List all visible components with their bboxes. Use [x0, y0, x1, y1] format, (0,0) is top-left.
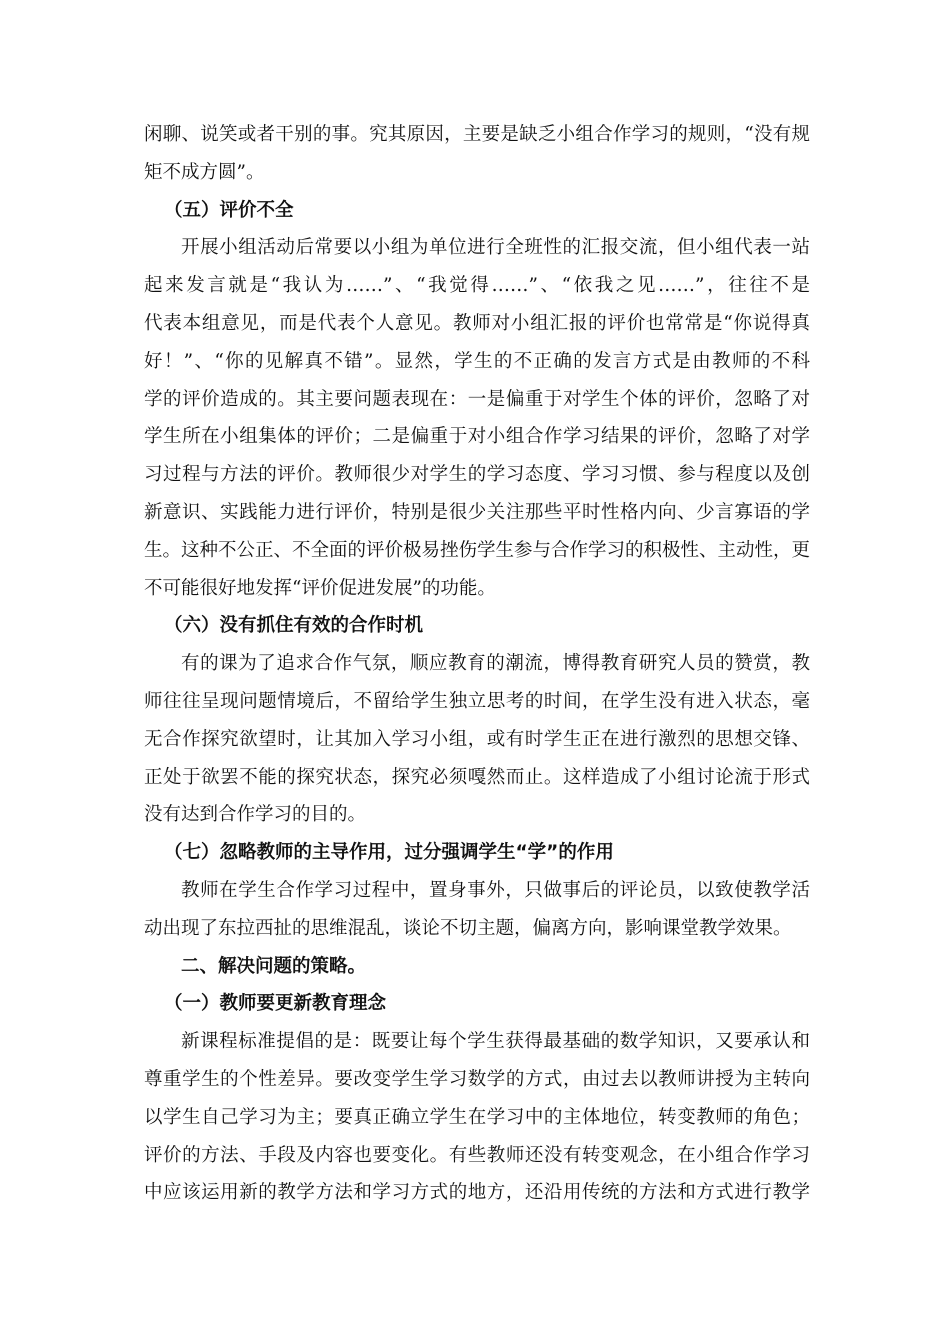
paragraph-line: 习过程与方法的评价。教师很少对学生的学习态度、学习习惯、参与程度以及创 — [144, 464, 810, 486]
section-heading-strategies: 二、解决问题的策略。 — [181, 955, 367, 977]
paragraph-line: 闲聊、说笑或者干别的事。究其原因，主要是缺乏小组合作学习的规则，“没有规 — [144, 124, 810, 145]
paragraph-line: 教师在学生合作学习过程中，置身事外，只做事后的评论员，以致使教学活 — [181, 879, 810, 901]
paragraph-line: 不可能很好地发挥“评价促进发展”的功能。 — [144, 577, 496, 599]
paragraph-line: 起来发言就是“我认为……”、“我觉得……”、“依我之见……”，往往不是 — [144, 275, 810, 297]
subsection-heading-1: （一）教师要更新教育理念 — [164, 993, 387, 1015]
paragraph-line: 正处于欲罢不能的探究状态，探究必须嘎然而止。这样造成了小组讨论流于形式 — [144, 766, 810, 788]
paragraph-line: 新课程标准提倡的是：既要让每个学生获得最基础的数学知识，又要承认和 — [181, 1031, 810, 1053]
paragraph-line: 师往往呈现问题情境后，不留给学生独立思考的时间，在学生没有进入状态，毫 — [144, 690, 810, 712]
section-heading-6: （六）没有抓住有效的合作时机 — [164, 615, 424, 637]
paragraph-line: 好！”、“你的见解真不错”。显然，学生的不正确的发言方式是由教师的不科 — [144, 350, 810, 372]
paragraph-line: 以学生自己学习为主；要真正确立学生在学习中的主体地位，转变教师的角色； — [144, 1106, 810, 1128]
section-heading-5: （五）评价不全 — [164, 199, 294, 221]
paragraph-line: 学的评价造成的。其主要问题表现在：一是偏重于对学生个体的评价，忽略了对 — [144, 388, 810, 410]
paragraph-line: 有的课为了追求合作气氛，顺应教育的潮流，博得教育研究人员的赞赏，教 — [181, 653, 810, 675]
paragraph-line: 动出现了东拉西扯的思维混乱，谈论不切主题，偏离方向，影响课堂教学效果。 — [144, 917, 792, 939]
paragraph-line: 评价的方法、手段及内容也要变化。有些教师还没有转变观念，在小组合作学习 — [144, 1144, 810, 1166]
paragraph-line: 代表本组意见，而是代表个人意见。教师对小组汇报的评价也常常是“你说得真 — [144, 312, 810, 334]
paragraph-line: 生。这种不公正、不全面的评价极易挫伤学生参与合作学习的积极性、主动性，更 — [144, 539, 811, 561]
paragraph-line: 学生所在小组集体的评价；二是偏重于对小组合作学习结果的评价，忽略了对学 — [144, 426, 810, 448]
paragraph-line: 没有达到合作学习的目的。 — [144, 804, 367, 826]
document-page — [144, 116, 810, 1212]
paragraph-line: 中应该运用新的教学方法和学习方式的地方，还沿用传统的方法和方式进行教学 — [144, 1182, 810, 1204]
paragraph-line: 新意识、实践能力进行评价，特别是很少关注那些平时性格内向、少言寡语的学 — [144, 501, 810, 523]
paragraph-line: 尊重学生的个性差异。要改变学生学习数学的方式，由过去以教师讲授为主转向 — [144, 1068, 810, 1090]
paragraph-line: 无合作探究欲望时，让其加入学习小组，或有时学生正在进行激烈的思想交锋、 — [144, 728, 810, 750]
paragraph-line: 开展小组活动后常要以小组为单位进行全班性的汇报交流，但小组代表一站 — [181, 237, 810, 259]
section-heading-7: （七）忽略教师的主导作用，过分强调学生“学”的作用 — [164, 842, 614, 864]
paragraph-line: 矩不成方圆”。 — [144, 161, 265, 183]
